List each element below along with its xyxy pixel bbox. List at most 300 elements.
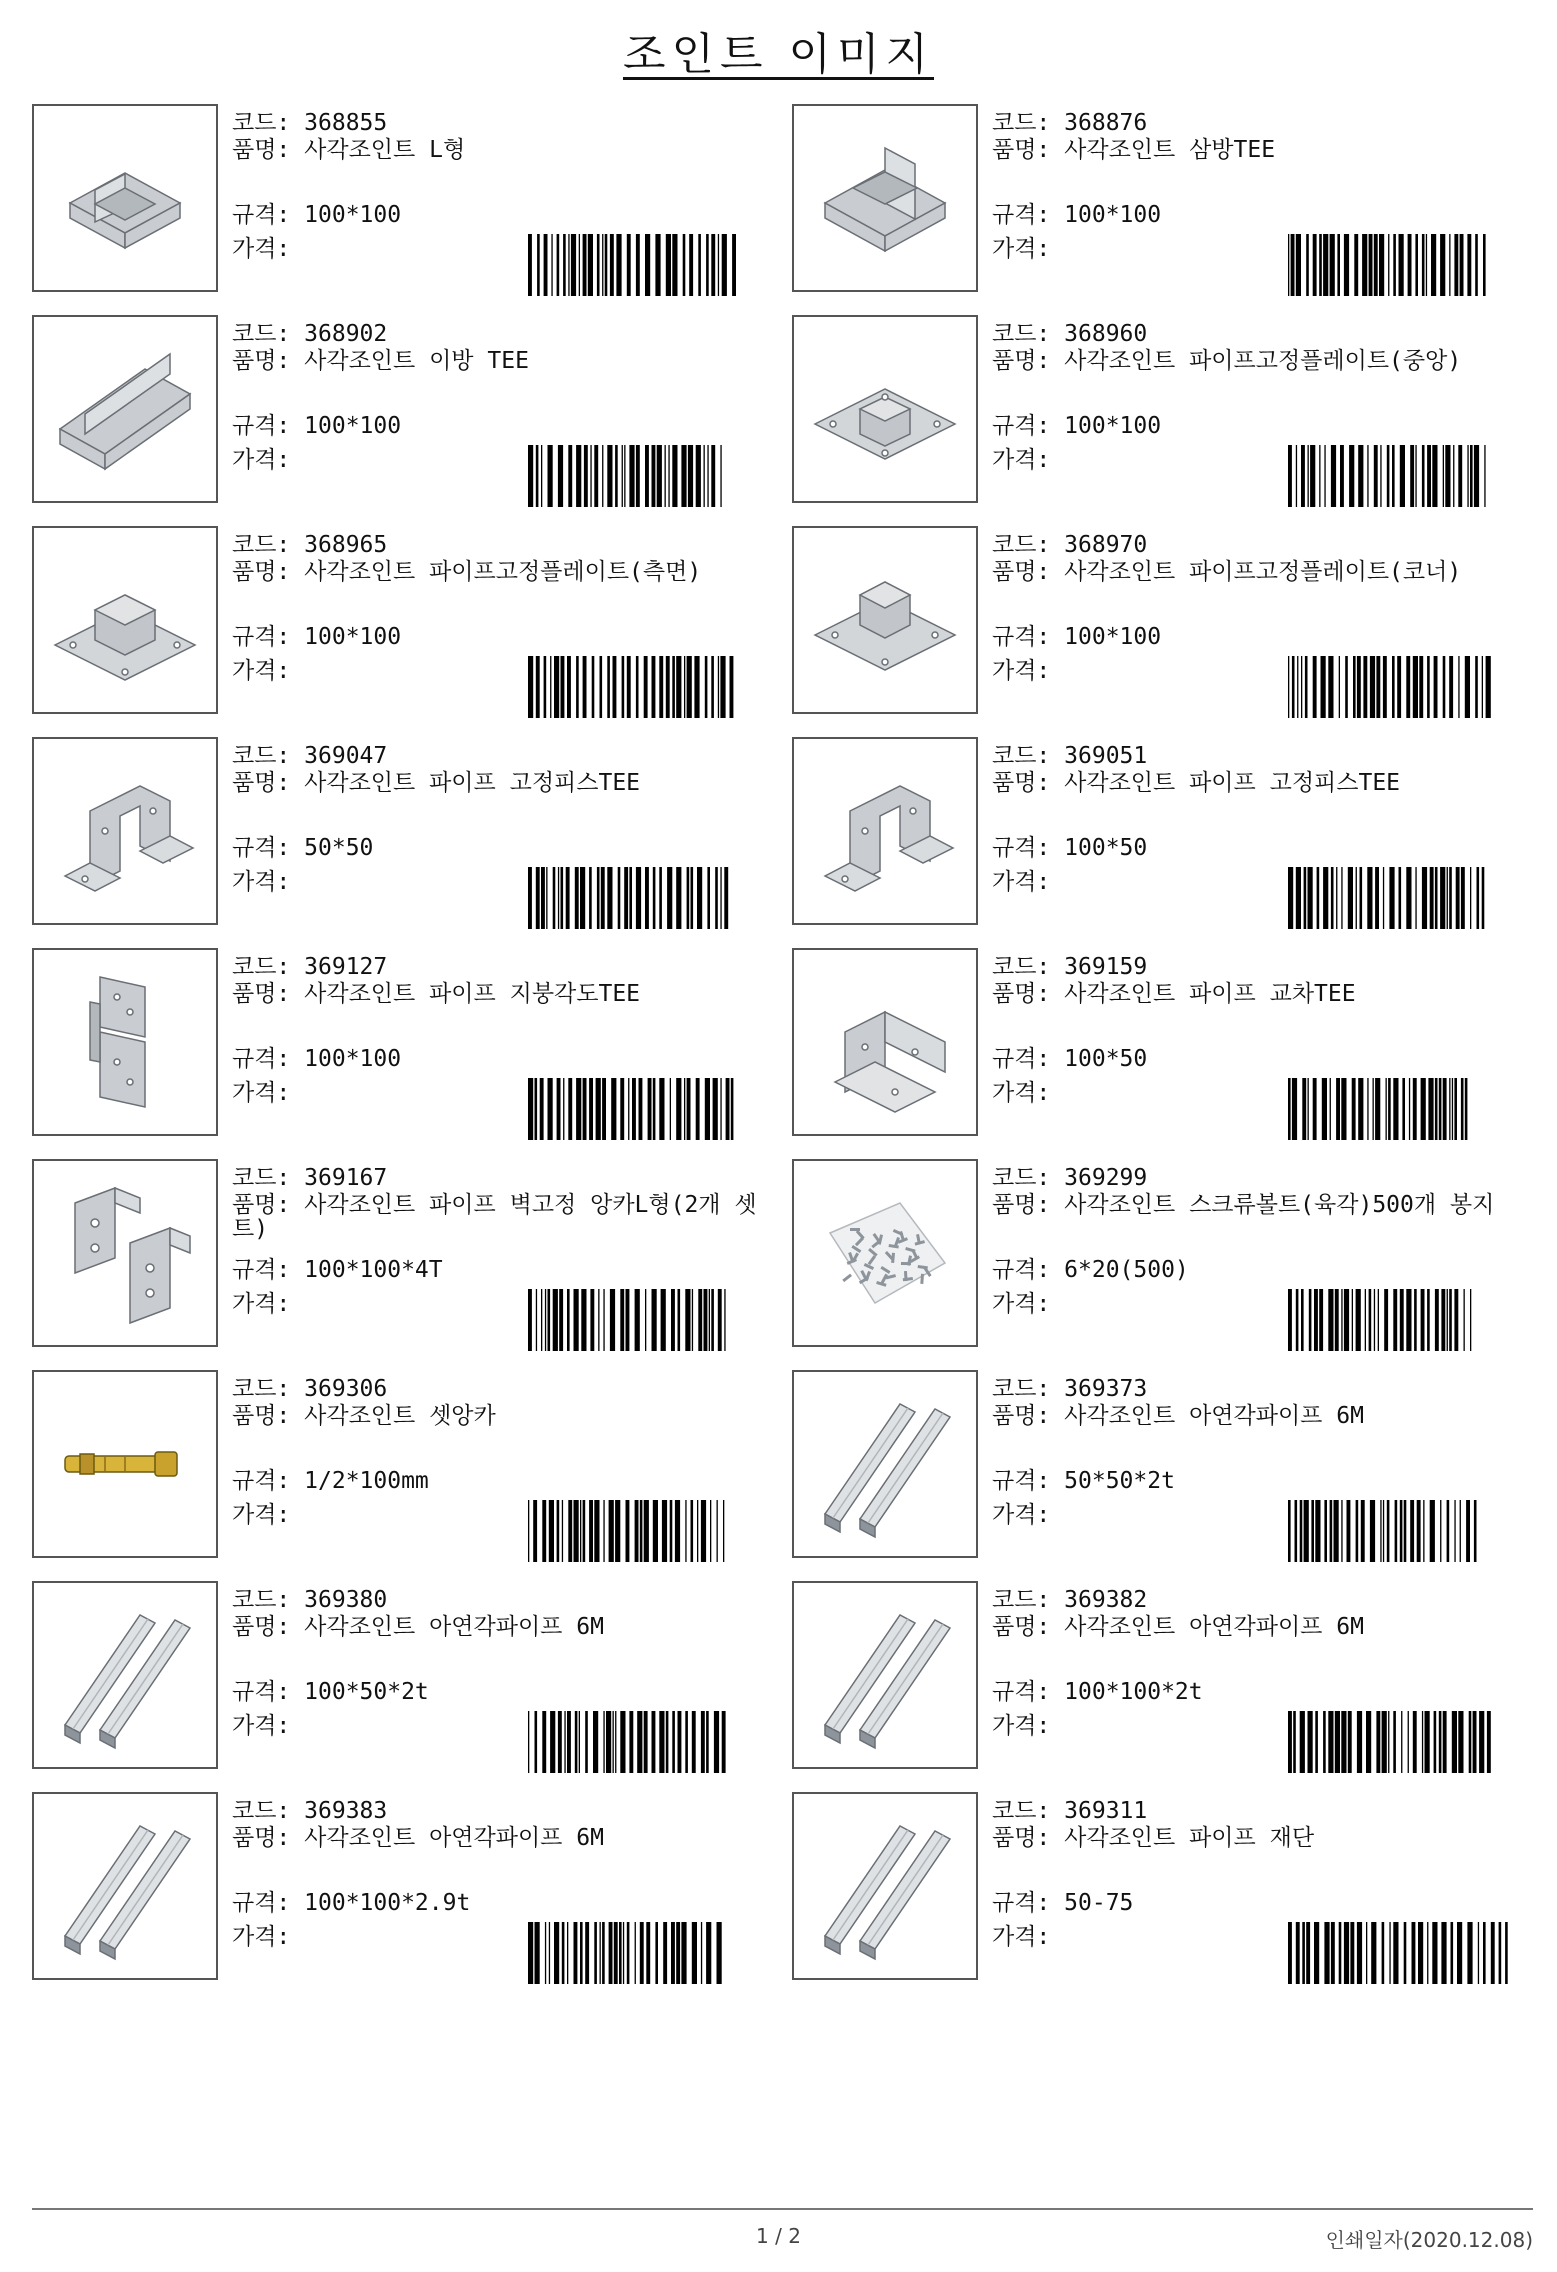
barcode-bar — [689, 234, 693, 296]
price-label: 가격: — [232, 1291, 291, 1317]
barcode-bar — [713, 1078, 718, 1140]
spec-label: 규격: — [992, 1257, 1051, 1283]
barcode — [1288, 656, 1538, 718]
barcode-bar — [1432, 1922, 1437, 1984]
product-name: 사각조인트 아연각파이프 6M — [304, 1614, 604, 1640]
barcode-bar — [731, 1078, 734, 1140]
barcode-bar — [1449, 1289, 1452, 1351]
barcode-bar — [605, 234, 608, 296]
code-label: 코드: — [992, 1798, 1051, 1824]
barcode-bar — [537, 234, 540, 296]
name-label: 품명: — [992, 1614, 1051, 1640]
barcode-bar — [1365, 1289, 1366, 1351]
product-spec: 100*50 — [1064, 1046, 1148, 1072]
product-name: 사각조인트 파이프 벽고정 앙카L형(2개 셋트) — [232, 1192, 757, 1242]
spec-label: 규격: — [992, 1046, 1051, 1072]
product-code-line — [992, 319, 1147, 349]
set-anchor-icon — [45, 1384, 205, 1544]
product-spec: 100*100 — [304, 1046, 402, 1072]
barcode-bar — [701, 1922, 702, 1984]
barcode-bar — [622, 445, 623, 507]
barcode-bar — [545, 1289, 546, 1351]
product-spec-line — [232, 1255, 443, 1285]
product-code-line — [232, 108, 387, 138]
barcode-bar — [676, 867, 681, 929]
product-code-line — [992, 108, 1147, 138]
barcode-bar — [1375, 1078, 1380, 1140]
barcode-bar — [715, 867, 718, 929]
barcode-bar — [696, 1078, 700, 1140]
barcode-bar — [645, 445, 649, 507]
product-name-line — [232, 771, 772, 795]
barcode-bar — [1374, 234, 1378, 296]
barcode-bar — [1483, 1922, 1486, 1984]
barcode-bar — [1357, 656, 1361, 718]
barcode-bar — [1288, 656, 1289, 718]
print-date: 인쇄일자(2020.12.08) — [1325, 2228, 1533, 2252]
barcode-bar — [626, 1289, 630, 1351]
barcode-bar — [687, 867, 690, 929]
product-price-line — [232, 1500, 290, 1530]
barcode-bar — [704, 1289, 708, 1351]
product-card — [792, 526, 1538, 722]
barcode — [528, 867, 778, 929]
barcode-bar — [1440, 234, 1445, 296]
product-code: 369167 — [304, 1165, 388, 1191]
cross-tee-icon — [805, 962, 965, 1122]
barcode-bar — [1457, 1922, 1462, 1984]
barcode — [1288, 445, 1538, 507]
product-price-line — [992, 1500, 1050, 1530]
product-info — [992, 315, 1538, 511]
barcode-bar — [535, 1922, 540, 1984]
barcode-bar — [1363, 656, 1367, 718]
barcode-bar — [711, 445, 715, 507]
barcode-bar — [1447, 1289, 1448, 1351]
product-spec: 6*20(500) — [1064, 1257, 1189, 1283]
product-code: 368855 — [304, 110, 388, 136]
barcode-bar — [1466, 1500, 1470, 1562]
barcode-bar — [1464, 1289, 1465, 1351]
name-label: 품명: — [992, 1825, 1051, 1851]
barcode-bar — [665, 445, 666, 507]
barcode-bar — [653, 1078, 656, 1140]
barcode-bar — [1382, 1922, 1385, 1984]
barcode-bar — [1300, 1711, 1305, 1773]
barcode-bar — [571, 234, 576, 296]
barcode-bar — [1452, 1078, 1453, 1140]
barcode-bar — [672, 1711, 675, 1773]
product-code: 368960 — [1064, 321, 1148, 347]
price-label: 가격: — [992, 1080, 1051, 1106]
barcode-bar — [576, 656, 579, 718]
barcode-bar — [1408, 234, 1412, 296]
spec-label: 규격: — [232, 202, 291, 228]
name-label: 품명: — [992, 1403, 1051, 1429]
product-price-line — [992, 656, 1050, 686]
l-joint-icon — [45, 118, 205, 278]
barcode-bar — [714, 1711, 719, 1773]
barcode-bar — [561, 656, 565, 718]
product-info — [992, 104, 1538, 300]
barcode-bar — [1410, 1500, 1414, 1562]
barcode-bar — [628, 1078, 629, 1140]
barcode-bar — [705, 1078, 710, 1140]
barcode-bar — [1301, 445, 1305, 507]
spec-label: 규격: — [232, 1890, 291, 1916]
product-card — [32, 1370, 778, 1566]
barcode-bar — [1314, 1922, 1319, 1984]
barcode-bar — [1440, 1500, 1441, 1562]
product-spec-line — [992, 1466, 1175, 1496]
barcode-bar — [653, 1500, 658, 1562]
barcode-bar — [670, 1500, 673, 1562]
barcode-bar — [1292, 656, 1295, 718]
barcode-bar — [1465, 1078, 1468, 1140]
product-code: 369127 — [304, 954, 388, 980]
barcode-bar — [1461, 867, 1465, 929]
barcode-bar — [1443, 656, 1446, 718]
product-name: 사각조인트 아연각파이프 6M — [304, 1825, 604, 1851]
barcode-bar — [1478, 1922, 1479, 1984]
price-label: 가격: — [992, 1924, 1051, 1950]
barcode-bar — [536, 1289, 537, 1351]
barcode-bar — [1319, 234, 1322, 296]
product-name-line — [992, 1193, 1532, 1217]
barcode-bar — [1341, 1500, 1342, 1562]
product-price-line — [992, 1922, 1050, 1952]
barcode-bar — [580, 1922, 583, 1984]
barcode-bar — [1393, 1078, 1398, 1140]
barcode-bar — [609, 1500, 614, 1562]
product-name-line — [992, 1615, 1532, 1639]
barcode-bar — [1430, 867, 1434, 929]
product-spec: 100*100 — [304, 413, 402, 439]
barcode-bar — [1315, 1500, 1320, 1562]
product-row — [32, 1159, 1540, 1370]
barcode-bar — [620, 1711, 625, 1773]
product-image — [32, 526, 218, 714]
barcode-bar — [548, 1078, 553, 1140]
barcode-bar — [1430, 1500, 1435, 1562]
barcode-bar — [1302, 1922, 1305, 1984]
barcode-bar — [1467, 234, 1471, 296]
code-label: 코드: — [992, 1587, 1051, 1613]
barcode-bar — [1335, 1289, 1339, 1351]
spec-label: 규격: — [992, 1468, 1051, 1494]
barcode-bar — [722, 1711, 726, 1773]
barcode-bar — [580, 867, 585, 929]
barcode-bar — [1469, 1711, 1472, 1773]
barcode-bar — [632, 1078, 636, 1140]
barcode-bar — [696, 445, 701, 507]
name-label: 품명: — [232, 348, 291, 374]
product-name: 사각조인트 파이프 교차TEE — [1064, 981, 1356, 1007]
product-spec: 100*100*4T — [304, 1257, 443, 1283]
product-row — [32, 104, 1540, 315]
barcode-bar — [1470, 1289, 1471, 1351]
barcode-bar — [697, 1500, 698, 1562]
product-spec: 1/2*100mm — [304, 1468, 429, 1494]
barcode-bar — [652, 1711, 656, 1773]
code-label: 코드: — [992, 110, 1051, 136]
code-label: 코드: — [232, 1798, 291, 1824]
barcode-bar — [1482, 656, 1483, 718]
barcode-bar — [540, 1078, 544, 1140]
barcode-bar — [1426, 234, 1427, 296]
barcode — [1288, 867, 1538, 929]
product-spec-line — [992, 411, 1161, 441]
barcode-bar — [1467, 445, 1468, 507]
barcode-bar — [1383, 656, 1387, 718]
barcode-bar — [1313, 656, 1317, 718]
screw-bag-icon — [805, 1173, 965, 1333]
product-price-line — [232, 1922, 290, 1952]
barcode — [1288, 1922, 1538, 1984]
product-info — [232, 948, 778, 1144]
barcode-bar — [1404, 1922, 1407, 1984]
barcode-bar — [1369, 234, 1373, 296]
price-label: 가격: — [992, 1713, 1051, 1739]
barcode-bar — [528, 445, 533, 507]
barcode-bar — [590, 1289, 594, 1351]
barcode-bar — [685, 1289, 690, 1351]
product-code: 368970 — [1064, 532, 1148, 558]
code-label: 코드: — [992, 1376, 1051, 1402]
barcode-bar — [590, 445, 591, 507]
product-image — [32, 1792, 218, 1980]
barcode-bar — [589, 867, 592, 929]
barcode-bar — [1400, 1289, 1404, 1351]
barcode-bar — [1330, 1500, 1333, 1562]
product-name-line — [232, 560, 772, 584]
product-info — [992, 1581, 1538, 1777]
product-image — [792, 1159, 978, 1347]
barcode-bar — [1296, 867, 1301, 929]
barcode-bar — [1314, 1289, 1318, 1351]
product-name-line — [232, 1193, 772, 1241]
product-price-line — [232, 234, 290, 264]
barcode-bar — [1410, 445, 1414, 507]
barcode — [1288, 1500, 1538, 1562]
barcode-bar — [1445, 445, 1450, 507]
barcode-bar — [557, 1078, 561, 1140]
product-card — [792, 104, 1538, 300]
name-label: 품명: — [232, 1614, 291, 1640]
barcode-bar — [603, 1289, 604, 1351]
barcode-bar — [1288, 1500, 1291, 1562]
product-spec-line — [232, 1888, 470, 1918]
product-info — [992, 1370, 1538, 1566]
barcode-bar — [1421, 1289, 1425, 1351]
barcode-bar — [574, 1500, 579, 1562]
barcode-bar — [1417, 1500, 1421, 1562]
product-code-line — [992, 741, 1147, 771]
barcode-bar — [550, 1711, 555, 1773]
barcode-bar — [600, 1922, 601, 1984]
barcode-bar — [1395, 1500, 1398, 1562]
barcode-bar — [1362, 234, 1367, 296]
barcode-bar — [606, 1711, 611, 1773]
name-label: 품명: — [232, 1192, 291, 1218]
barcode-bar — [1288, 1711, 1292, 1773]
barcode-bar — [1348, 867, 1353, 929]
product-code: 369047 — [304, 743, 388, 769]
barcode-bar — [624, 867, 628, 929]
price-label: 가격: — [232, 1713, 291, 1739]
barcode-bar — [1350, 1922, 1354, 1984]
barcode-bar — [629, 1711, 633, 1773]
product-info — [992, 737, 1538, 933]
barcode-bar — [655, 1922, 658, 1984]
barcode-bar — [567, 1922, 568, 1984]
product-name-line — [232, 138, 772, 162]
product-spec-line — [992, 1255, 1189, 1285]
product-name: 사각조인트 아연각파이프 6M — [1064, 1614, 1364, 1640]
product-image — [792, 104, 978, 292]
barcode-bar — [1475, 234, 1478, 296]
barcode-bar — [557, 234, 560, 296]
barcode-bar — [1288, 1078, 1291, 1140]
barcode-bar — [602, 1078, 606, 1140]
barcode-bar — [559, 1289, 563, 1351]
barcode-bar — [1328, 1711, 1333, 1773]
product-code: 369380 — [304, 1587, 388, 1613]
barcode-bar — [1470, 867, 1471, 929]
product-spec: 100*100 — [1064, 413, 1162, 439]
barcode-bar — [648, 1078, 652, 1140]
barcode-bar — [1454, 1500, 1455, 1562]
barcode — [528, 234, 778, 296]
barcode-bar — [1383, 1500, 1384, 1562]
barcode — [528, 656, 778, 718]
barcode-bar — [676, 656, 681, 718]
barcode-bar — [1406, 1289, 1411, 1351]
barcode-bar — [598, 1289, 599, 1351]
barcode-bar — [1443, 1711, 1447, 1773]
product-spec: 100*50*2t — [304, 1679, 429, 1705]
barcode-bar — [1360, 867, 1363, 929]
barcode-bar — [619, 1922, 622, 1984]
barcode-bar — [1369, 1289, 1372, 1351]
product-card — [32, 1581, 778, 1777]
product-info — [232, 526, 778, 722]
barcode-bar — [597, 234, 600, 296]
spec-label: 규격: — [232, 1468, 291, 1494]
barcode-bar — [1339, 656, 1340, 718]
barcode-bar — [1415, 445, 1416, 507]
product-spec-line — [232, 622, 401, 652]
product-spec: 100*50 — [1064, 835, 1148, 861]
barcode-bar — [593, 1711, 598, 1773]
barcode-bar — [1319, 445, 1320, 507]
barcode-bar — [1324, 1500, 1327, 1562]
barcode-bar — [574, 1289, 579, 1351]
barcode-bar — [1367, 1078, 1368, 1140]
barcode-bar — [1337, 234, 1340, 296]
product-info — [992, 948, 1538, 1144]
barcode-bar — [685, 1711, 688, 1773]
product-spec-line — [232, 833, 373, 863]
barcode-bar — [671, 1289, 675, 1351]
barcode-bar — [1379, 234, 1384, 296]
barcode-bar — [627, 656, 631, 718]
barcode-bar — [1388, 1711, 1389, 1773]
product-name-line — [992, 349, 1532, 373]
barcode-bar — [1288, 1289, 1292, 1351]
barcode-bar — [1422, 1711, 1423, 1773]
barcode — [1288, 234, 1538, 296]
barcode-bar — [1454, 234, 1458, 296]
barcode-bar — [1404, 1500, 1407, 1562]
barcode-bar — [558, 1711, 562, 1773]
code-label: 코드: — [992, 743, 1051, 769]
product-code: 369051 — [1064, 743, 1148, 769]
barcode-bar — [1470, 445, 1473, 507]
barcode-bar — [1443, 445, 1444, 507]
barcode-bar — [718, 1289, 722, 1351]
barcode-bar — [1373, 1078, 1374, 1140]
barcode-bar — [602, 234, 603, 296]
barcode-bar — [528, 656, 533, 718]
barcode-bar — [1427, 1922, 1428, 1984]
barcode-bar — [1323, 867, 1328, 929]
barcode-bar — [562, 1500, 563, 1562]
barcode-bar — [724, 867, 728, 929]
barcode-bar — [553, 867, 556, 929]
barcode-bar — [697, 867, 702, 929]
name-label: 품명: — [992, 137, 1051, 163]
barcode-bar — [589, 1500, 593, 1562]
barcode-bar — [1439, 1711, 1442, 1773]
name-label: 품명: — [232, 1825, 291, 1851]
product-code-line — [992, 1585, 1147, 1615]
product-name-line — [992, 560, 1532, 584]
barcode-bar — [603, 1500, 604, 1562]
barcode-bar — [583, 1500, 586, 1562]
barcode-bar — [1370, 1500, 1375, 1562]
barcode-bar — [684, 656, 685, 718]
product-spec-line — [232, 200, 401, 230]
barcode-bar — [1341, 1078, 1346, 1140]
barcode-bar — [550, 656, 551, 718]
barcode-bar — [609, 1922, 613, 1984]
barcode-bar — [616, 234, 621, 296]
barcode-bar — [1409, 1078, 1410, 1140]
barcode-bar — [1366, 1711, 1371, 1773]
product-name-line — [232, 1615, 772, 1639]
barcode-bar — [653, 867, 656, 929]
barcode-bar — [554, 1922, 559, 1984]
barcode-bar — [1383, 867, 1384, 929]
barcode-bar — [1356, 1289, 1361, 1351]
barcode-bar — [1297, 656, 1298, 718]
name-label: 품명: — [232, 1403, 291, 1429]
barcode-bar — [1453, 445, 1454, 507]
barcode-bar — [1440, 867, 1445, 929]
barcode-bar — [691, 867, 694, 929]
barcode-bar — [1374, 1289, 1375, 1351]
product-card — [792, 1159, 1538, 1355]
product-name-line — [232, 349, 772, 373]
barcode-bar — [672, 234, 677, 296]
barcode-bar — [589, 1078, 593, 1140]
product-image — [32, 948, 218, 1136]
barcode-bar — [1458, 656, 1459, 718]
barcode-bar — [1344, 1922, 1349, 1984]
barcode-bar — [541, 867, 545, 929]
plate-center-icon — [805, 329, 965, 489]
